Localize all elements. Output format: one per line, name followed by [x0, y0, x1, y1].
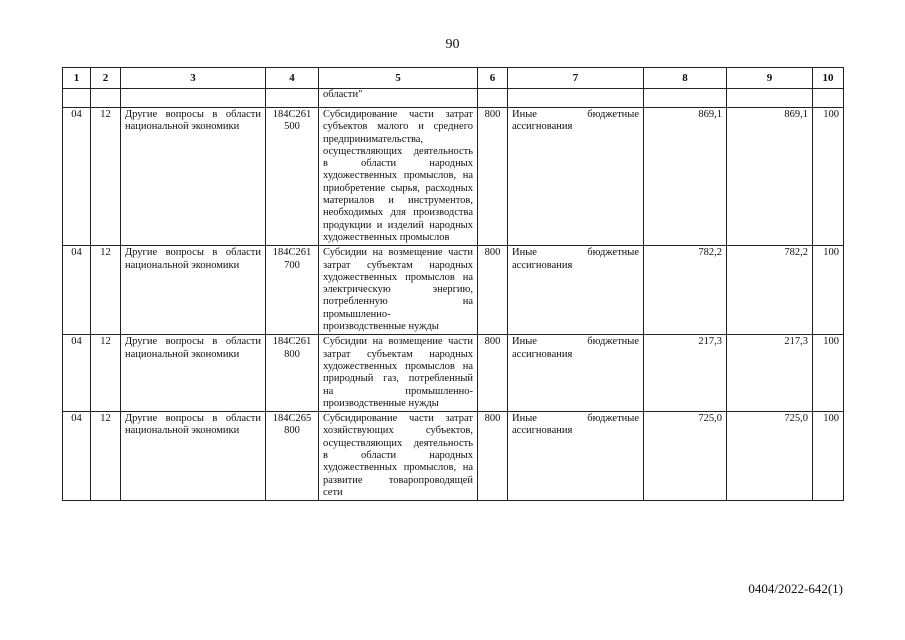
- item-description: Субсидии на возмещение части затрат субъектам народных художественных промыслов на электрическую энергию, потребленную на промышленно- производственные нужды: [319, 246, 478, 335]
- column-header-7: 7: [508, 68, 644, 89]
- expense-type-name: Иные бюджетные ассигнования: [508, 246, 644, 335]
- subsection-code: 12: [91, 246, 121, 335]
- item-description: Субсидирование части затрат хозяйствующих субъектов, осуществляющих деятельность в области народных художественных промыслов, на развитие товаропроводящей сети: [319, 412, 478, 501]
- amount-col-9: 725,0: [727, 412, 813, 501]
- column-header-1: 1: [63, 68, 91, 89]
- page-number: 90: [445, 37, 460, 52]
- continuation-row: [63, 89, 844, 108]
- section-name: Другие вопросы в области национальной экономики: [121, 335, 266, 412]
- amount-col-8: 217,3: [644, 335, 727, 412]
- subsection-code: 12: [91, 335, 121, 412]
- budget-table: [62, 67, 844, 501]
- target-article-code: 184С261 800: [266, 335, 319, 412]
- section-code: 04: [63, 412, 91, 501]
- target-article-code: 184С265 800: [266, 412, 319, 501]
- section-name: Другие вопросы в области национальной экономики: [121, 412, 266, 501]
- expense-type-name: Иные бюджетные ассигнования: [508, 335, 644, 412]
- subsection-code: 12: [91, 412, 121, 501]
- amount-col-8: 782,2: [644, 246, 727, 335]
- target-article-code: 184С261 500: [266, 108, 319, 246]
- expense-type-code: 800: [478, 335, 508, 412]
- column-header-10: 10: [813, 68, 844, 89]
- expense-type-code: 800: [478, 246, 508, 335]
- percent-col-10: 100: [813, 108, 844, 246]
- table-row: [63, 335, 844, 412]
- column-header-2: 2: [91, 68, 121, 89]
- amount-col-8: 725,0: [644, 412, 727, 501]
- subsection-code: 12: [91, 108, 121, 246]
- column-header-9: 9: [727, 68, 813, 89]
- expense-type-code: 800: [478, 412, 508, 501]
- continuation-text: области": [319, 89, 478, 108]
- amount-col-9: 782,2: [727, 246, 813, 335]
- target-article-code: 184С261 700: [266, 246, 319, 335]
- column-header-3: 3: [121, 68, 266, 89]
- table-row: [63, 246, 844, 335]
- header-row: [63, 68, 844, 89]
- column-header-5: 5: [319, 68, 478, 89]
- section-code: 04: [63, 246, 91, 335]
- section-code: 04: [63, 108, 91, 246]
- amount-col-9: 217,3: [727, 335, 813, 412]
- section-name: Другие вопросы в области национальной экономики: [121, 108, 266, 246]
- section-name: Другие вопросы в области национальной экономики: [121, 246, 266, 335]
- item-description: Субсидирование части затрат субъектов малого и среднего предпринимательства, осуществляющих деятельность в области народных художественных промыслов, на приобретение сырья, расходных материалов и инструментов, необходимых для производства продукции и изделий народных художественных промыслов: [319, 108, 478, 246]
- table-row: [63, 108, 844, 246]
- percent-col-10: 100: [813, 335, 844, 412]
- document-code: 0404/2022-642(1): [748, 581, 843, 596]
- expense-type-name: Иные бюджетные ассигнования: [508, 412, 644, 501]
- percent-col-10: 100: [813, 246, 844, 335]
- percent-col-10: 100: [813, 412, 844, 501]
- column-header-8: 8: [644, 68, 727, 89]
- amount-col-9: 869,1: [727, 108, 813, 246]
- amount-col-8: 869,1: [644, 108, 727, 246]
- section-code: 04: [63, 335, 91, 412]
- table-row: [63, 412, 844, 501]
- column-header-4: 4: [266, 68, 319, 89]
- column-header-6: 6: [478, 68, 508, 89]
- expense-type-code: 800: [478, 108, 508, 246]
- expense-type-name: Иные бюджетные ассигнования: [508, 108, 644, 246]
- item-description: Субсидии на возмещение части затрат субъектам народных художественных промыслов на природный газ, потребленный на промышленно- производственные нужды: [319, 335, 478, 412]
